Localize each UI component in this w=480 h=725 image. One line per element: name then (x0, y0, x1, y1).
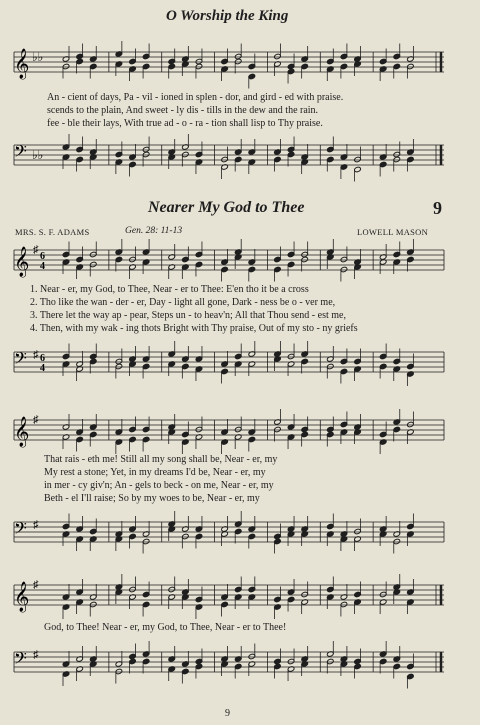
notation-marks (62, 41, 414, 89)
notation-marks (62, 341, 414, 386)
treble-clef-icon: 𝄞 (14, 582, 30, 612)
treble-clef-icon: 𝄞 (14, 49, 30, 79)
refrain-line: God, to Thee! Near - er, my God, to Thee, Near - er to Thee! (44, 622, 287, 633)
svg-text:♯: ♯ (33, 349, 39, 361)
composer-credit: LOWELL MASON (357, 227, 429, 237)
page-number: 9 (225, 708, 230, 719)
top-treble-staff (0, 50, 480, 80)
notation-marks (62, 641, 414, 689)
scripture-reference: Gen. 28: 11-13 (125, 226, 183, 236)
notation-marks (62, 574, 414, 619)
verse-line: My rest a stone; Yet, in my dreams I'd be, Near - er, my (44, 467, 266, 478)
svg-text:6: 6 (40, 251, 45, 262)
svg-text:4: 4 (40, 363, 45, 374)
svg-text:♯: ♯ (33, 244, 39, 256)
svg-text:♯: ♯ (33, 649, 39, 661)
hymn-title: Nearer My God to Thee (148, 199, 305, 216)
verse-line: That rais - eth me! Still all my song shall be, Near - er, my (44, 454, 278, 465)
verse-line: 1. Near - er, my God, to Thee, Near - er to Thee: E'en tho it be a cross (30, 284, 309, 295)
top-verse-line: An - cient of days, Pa - vil - ioned in splen - dor, and gird - ed with praise. (47, 92, 344, 103)
system3-treble-staff (0, 579, 480, 613)
hymn-number: 9 (433, 198, 442, 218)
system3-bass-staff (0, 650, 480, 680)
svg-text:4: 4 (40, 261, 45, 272)
verse-line: Beth - el I'll raise; So by my woes to be, Near - er, my (44, 493, 260, 504)
bass-clef-icon: 𝄢 (14, 348, 27, 372)
top-bass-staff (0, 143, 480, 173)
top-verse-line: fee - ble their lays, With true ad - o - ra - tion shall lisp to Thy praise. (47, 118, 323, 129)
top-verse-line: scends to the plain, And sweet - ly dis - tills in the dew and the rain. (47, 105, 319, 116)
bass-clef-icon: 𝄢 (14, 648, 27, 672)
notation-marks (62, 134, 414, 182)
verse-line: 4. Then, with my wak - ing thots Bright with Thy praise, Out of my sto - ny griefs (30, 323, 358, 334)
treble-clef-icon: 𝄞 (14, 247, 30, 277)
system1-treble-staff (0, 244, 480, 278)
system2-treble-staff (0, 414, 480, 448)
svg-text:6: 6 (40, 353, 45, 364)
svg-text:♯: ♯ (33, 519, 39, 531)
bass-clef-icon: 𝄢 (14, 518, 27, 542)
svg-text:♭♭: ♭♭ (32, 50, 44, 64)
author-credit: MRS. S. F. ADAMS (15, 227, 90, 237)
verse-line: 3. There let the way ap - pear, Steps un - to heav'n; All that Thou send - est me, (30, 310, 346, 321)
top-hymn-title: O Worship the King (166, 8, 289, 24)
verse-line: in mer - cy giv'n; An - gels to beck - on me, Near - er, my (44, 480, 274, 491)
verse-line: 2. Tho like the wan - der - er, Day - light all gone, Dark - ness be o - ver me, (30, 297, 336, 308)
bass-clef-icon: 𝄢 (14, 141, 27, 165)
svg-text:♯: ♯ (33, 579, 39, 591)
svg-text:♯: ♯ (33, 414, 39, 426)
notation-marks (62, 409, 414, 454)
system2-bass-staff (0, 520, 480, 550)
svg-text:♭♭: ♭♭ (32, 148, 44, 162)
treble-clef-icon: 𝄞 (14, 417, 30, 447)
system1-bass-staff (0, 350, 480, 380)
